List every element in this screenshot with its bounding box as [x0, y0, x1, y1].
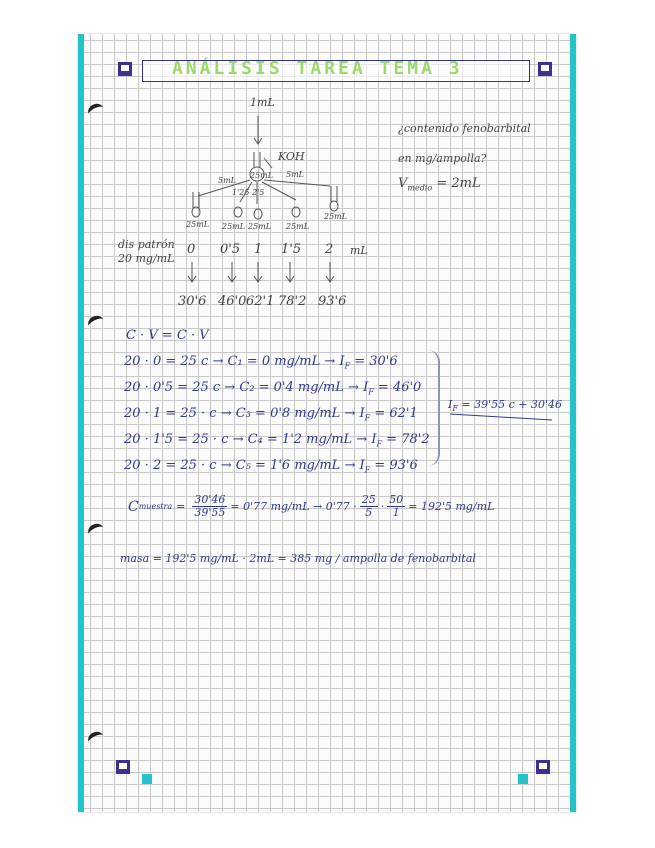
- dilution-formula: C · V = C · V: [126, 328, 209, 343]
- fraction-numerator: 50: [389, 493, 404, 506]
- equation-row: 20 · 0 = 25 c → C₁ = 0 $mg/mL \to I_F = 30'6$: [124, 354, 398, 371]
- transfer-arrow-5: [264, 180, 330, 186]
- fraction-denominator: 5: [365, 506, 373, 519]
- muestra-calculation: [128, 494, 494, 519]
- reagent-label: KOH: [278, 150, 305, 163]
- equation-row: 20 · 0'5 = 25 c → C₂ = 0'4 $mg/mL \to I_F = 46'0$: [124, 380, 422, 397]
- tube-label: 25mL: [324, 212, 348, 221]
- flask-label: 25mL: [250, 171, 274, 180]
- intensity-value: = 93'6: [370, 458, 418, 473]
- masa-result: masa = 192'5 mg/mL · 2mL = 385 mg / ampolla de fenobarbital: [120, 552, 476, 565]
- v-symbol: V: [398, 176, 408, 191]
- intensity-subscript: F: [368, 387, 374, 397]
- muestra-equals: =: [176, 500, 186, 513]
- page-title: ANÁLISIS TAREA TEMA 3: [172, 58, 463, 79]
- volume-value: 0'5: [220, 242, 241, 257]
- equation-row: 20 · 1'5 = 25 · c → C₄ = 1'2 $mg/mL \to I_F = 78'2$: [124, 432, 430, 449]
- fraction-denominator: 1: [392, 506, 400, 519]
- equations-brace: [428, 350, 440, 466]
- muestra-result: = 0'77 mg/mL → 0'77 ·: [230, 500, 357, 513]
- intensity-symbol: I: [359, 406, 365, 421]
- fraction-denominator: 39'55: [194, 506, 226, 519]
- equation-lhs: 20 · 0 = 25 c: [124, 354, 209, 369]
- tube-icon: [254, 209, 262, 219]
- equation-lhs: 20 · 0'5 = 25 c: [124, 380, 221, 395]
- muestra-final: = 192'5 mg/mL: [408, 500, 495, 513]
- tube-icon: [234, 207, 242, 217]
- reading-value: 93'6: [318, 294, 347, 309]
- intensity-symbol: I: [359, 458, 365, 473]
- equation-row: 20 · 1 = 25 · c → C₃ = 0'8 $mg/mL \to I_F = 62'1$: [124, 406, 418, 423]
- equation-concentration: C₁ = 0 mg/mL: [227, 354, 321, 369]
- intensity-value: = 78'2: [382, 432, 430, 447]
- tube-label: 25mL: [286, 222, 310, 231]
- dilution-fraction-1: [360, 494, 378, 519]
- intensity-symbol: I: [339, 354, 345, 369]
- regression-symbol: I: [448, 398, 453, 411]
- intensity-subscript: F: [364, 413, 371, 423]
- equation-lhs: 20 · 1'5 = 25 · c: [124, 432, 229, 447]
- intensity-subscript: F: [344, 361, 351, 371]
- reading-value: 46'0: [218, 294, 247, 309]
- intensity-subscript: F: [364, 465, 371, 475]
- equation-concentration: C₃ = 0'8 mg/mL: [235, 406, 341, 421]
- intensity-value: = 62'1: [370, 406, 418, 421]
- v-value: = 2mL: [432, 176, 481, 191]
- regression-subscript: F: [452, 404, 458, 414]
- tube-label: 25mL: [222, 222, 246, 231]
- fraction-numerator: 30'46: [194, 493, 226, 506]
- tube-label: 25mL: [248, 222, 272, 231]
- muestra-subscript: muestra: [138, 502, 173, 511]
- intensity-subscript: F: [376, 439, 383, 449]
- equation-lhs: 20 · 1 = 25 · c: [124, 406, 217, 421]
- equation-concentration: C₂ = 0'4 mg/mL: [239, 380, 344, 395]
- intensity-symbol: I: [371, 432, 377, 447]
- v-subscript: medio: [407, 183, 433, 193]
- volume-unit: mL: [350, 244, 368, 257]
- volume-value: 2: [325, 242, 334, 257]
- transfer-label: 5mL: [286, 170, 304, 179]
- regression-value: = 39'55 c + 30'46: [457, 398, 563, 411]
- intensity-value: = 30'6: [350, 354, 398, 369]
- patron-label-1: dis patrón: [118, 238, 175, 251]
- equation-lhs: 20 · 2 = 25 · c: [124, 458, 217, 473]
- volume-value: 0: [187, 242, 196, 257]
- regression-equation: [448, 398, 562, 413]
- question-line-2: en mg/ampolla?: [398, 152, 487, 165]
- top-volume: 1mL: [250, 96, 275, 109]
- reading-value: 30'6: [178, 294, 207, 309]
- tube-icon: [292, 207, 300, 217]
- patron-label-2: 20 mg/mL: [118, 252, 175, 265]
- intensity-value: = 46'0: [373, 380, 422, 395]
- transfer-arrow-4: [262, 182, 296, 200]
- underline-regression: [450, 414, 552, 420]
- reading-arrows: [188, 262, 334, 282]
- dilution-fraction-2: [387, 494, 405, 519]
- fraction-numerator: 25: [361, 493, 376, 506]
- multiply-dot: ·: [380, 500, 385, 513]
- transfer-label: 5mL: [218, 176, 236, 185]
- tube-icon: [192, 207, 200, 217]
- question-line-1: ¿contenido fenobarbital: [398, 122, 531, 135]
- tube-label: 25mL: [186, 220, 210, 229]
- muestra-fraction: [192, 494, 227, 519]
- volume-value: 1'5: [281, 242, 302, 257]
- equation-row: 20 · 2 = 25 · c → C₅ = 1'6 $mg/mL \to I_F = 93'6$: [124, 458, 418, 475]
- reading-value: 62'1: [246, 294, 275, 309]
- intensity-symbol: I: [363, 380, 369, 395]
- transfer-label: 2'5: [252, 188, 265, 197]
- volume-value: 1: [254, 242, 263, 257]
- reading-value: 78'2: [278, 294, 307, 309]
- equation-concentration: C₄ = 1'2 mg/mL: [247, 432, 353, 447]
- equation-concentration: C₅ = 1'6 mg/mL: [235, 458, 341, 473]
- tube-icon: [330, 201, 338, 211]
- muestra-symbol: C: [128, 498, 139, 515]
- transfer-label: 1'25: [232, 188, 250, 197]
